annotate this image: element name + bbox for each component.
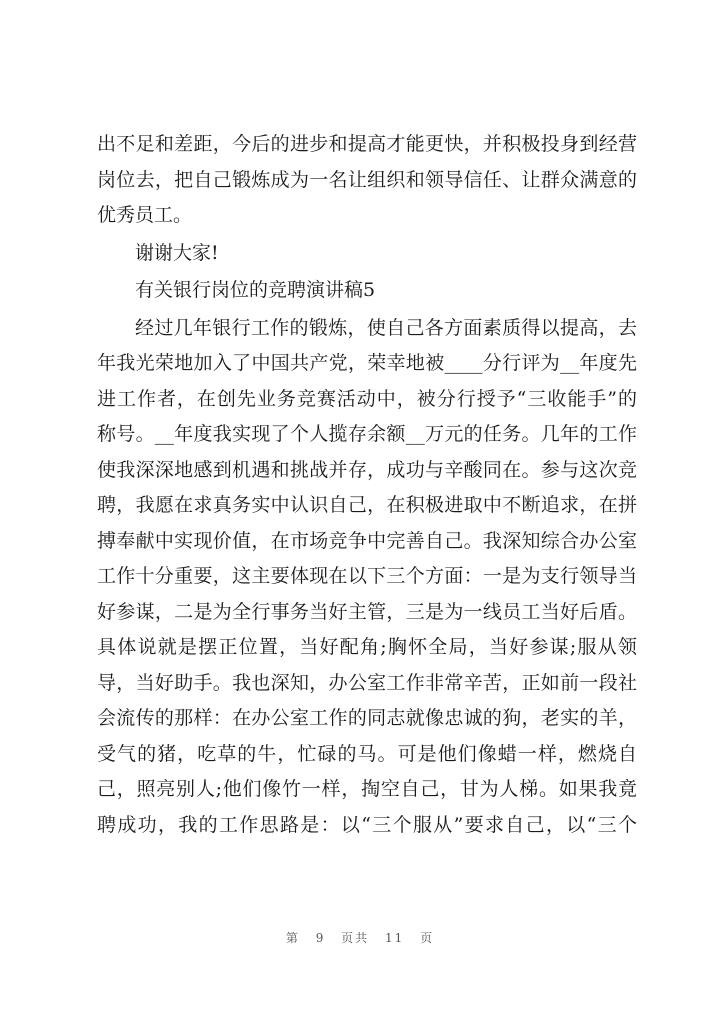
body-line: 工作十分重要，这主要体现在以下三个方面：一是为支行领导当	[97, 565, 637, 587]
body-line: 好参谋，二是为全行事务当好主管，三是为一线员工当好后盾。	[97, 600, 637, 623]
closing-line: 谢谢大家!	[135, 241, 219, 264]
body-line: 称号。__年度我实现了个人揽存余额__万元的任务。几年的工作	[97, 423, 637, 445]
body-line: 搏奉献中实现价值，在市场竞争中完善自己。我深知综合办公室	[97, 529, 637, 552]
body-line: 己，照亮别人;他们像竹一样，掏空自己，甘为人梯。如果我竟	[97, 778, 637, 800]
footer-total-pages: 11	[385, 931, 405, 945]
body-line: 导，当好助手。我也深知，办公室工作非常辛苦，正如前一段社	[97, 671, 637, 694]
document-body	[97, 127, 637, 843]
body-line: 年我光荣地加入了中国共产党，荣幸地被____分行评为__年度先	[97, 352, 637, 374]
body-line: 会流传的那样：在办公室工作的同志就像忠诚的狗，老实的羊，	[97, 707, 637, 729]
section-heading: 有关银行岗位的竞聘演讲稿5	[135, 279, 376, 301]
body-line: 出不足和差距，今后的进步和提高才能更快，并积极投身到经营	[97, 133, 637, 155]
body-line: 优秀员工。	[97, 204, 193, 226]
footer-prefix: 第	[285, 931, 300, 945]
body-line: 使我深深地感到机遇和挑战并存，成功与辛酸同在。参与这次竞	[97, 458, 637, 481]
body-line: 聘成功，我的工作思路是：以“三个服从”要求自己，以“三个	[97, 813, 637, 836]
footer-page-number: 9	[315, 931, 326, 945]
footer-suffix: 页	[420, 931, 435, 945]
body-line: 具体说就是摆正位置，当好配角;胸怀全局，当好参谋;服从领	[97, 636, 637, 658]
footer-mid: 页共	[341, 931, 370, 945]
body-line: 受气的猪，吃草的牛，忙碌的马。可是他们像蜡一样，燃烧自	[97, 742, 637, 765]
body-line: 聘，我愿在求真务实中认识自己，在积极进取中不断追求，在拼	[97, 494, 637, 516]
body-line: 岗位去，把自己锻炼成为一名让组织和领导信任、让群众满意的	[97, 168, 637, 191]
body-line: 经过几年银行工作的锻炼，使自己各方面素质得以提高，去	[135, 316, 637, 339]
page-footer	[0, 929, 720, 946]
body-line: 进工作者，在创先业务竞赛活动中，被分行授予“三收能手”的	[97, 387, 637, 410]
